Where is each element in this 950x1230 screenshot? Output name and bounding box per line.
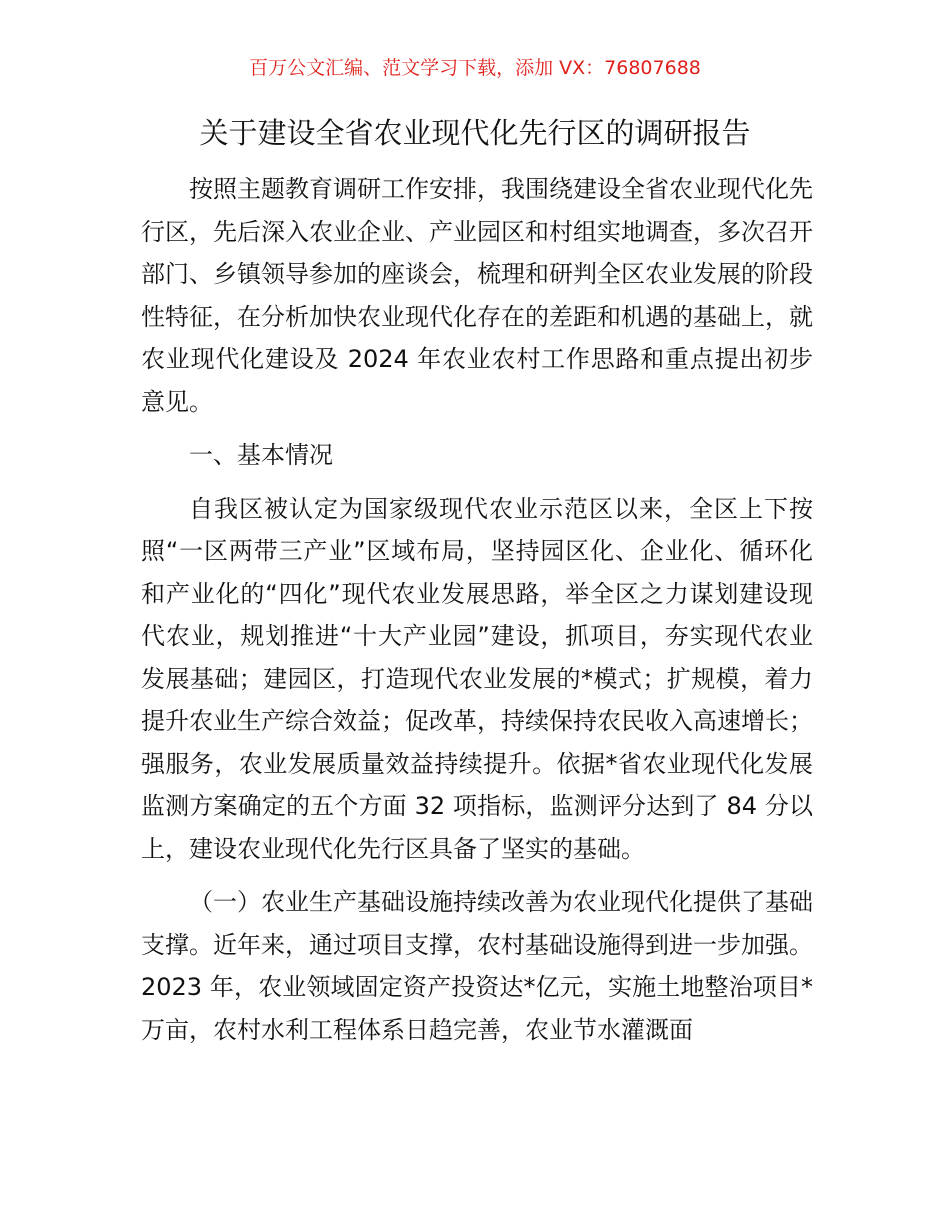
document-body: [141, 168, 813, 1051]
watermark-header: 百万公文汇编、范文学习下载，添加 VX：76807688: [249, 57, 701, 79]
section-paragraph-basic-situation: 自我区被认定为国家级现代农业示范区以来，全区上下按照“一区两带三产业”区域布局，坚持园区化、企业化、循环化和产业化的“四化”现代农业发展思路，举全区之力谋划建设现代农业，规划推进“十大产业园”建设，抓项目，夯实现代农业发展基础；建园区，打造现代农业发展的*模式；扩规模，着力提升农业生产综合效益；促改革，持续保持农民收入高速增长；强服务，农业发展质量效益持续提升。依据*省农业现代化发展监测方案确定的五个方面 32 项指标，监测评分达到了 84 分以上，建设农业现代化先行区具备了坚实的基础。: [141, 494, 813, 863]
section-heading-basic-situation: 一、基本情况: [189, 441, 333, 469]
document-title: 关于建设全省农业现代化先行区的调研报告: [199, 116, 751, 150]
subsection-paragraph-infrastructure: （一）农业生产基础设施持续改善为农业现代化提供了基础支撑。近年来，通过项目支撑，农村基础设施得到进一步加强。2023 年，农业领域固定资产投资达*亿元，实施土地整治项目*万亩，农村水利工程体系日趋完善，农业节水灌溉面: [141, 888, 813, 1044]
intro-paragraph: 按照主题教育调研工作安排，我围绕建设全省农业现代化先行区，先后深入农业企业、产业园区和村组实地调查，多次召开部门、乡镇领导参加的座谈会，梳理和研判全区农业发展的阶段性特征，在分析加快农业现代化存在的差距和机遇的基础上，就农业现代化建设及 2024 年农业农村工作思路和重点提出初步意见。: [141, 175, 813, 416]
